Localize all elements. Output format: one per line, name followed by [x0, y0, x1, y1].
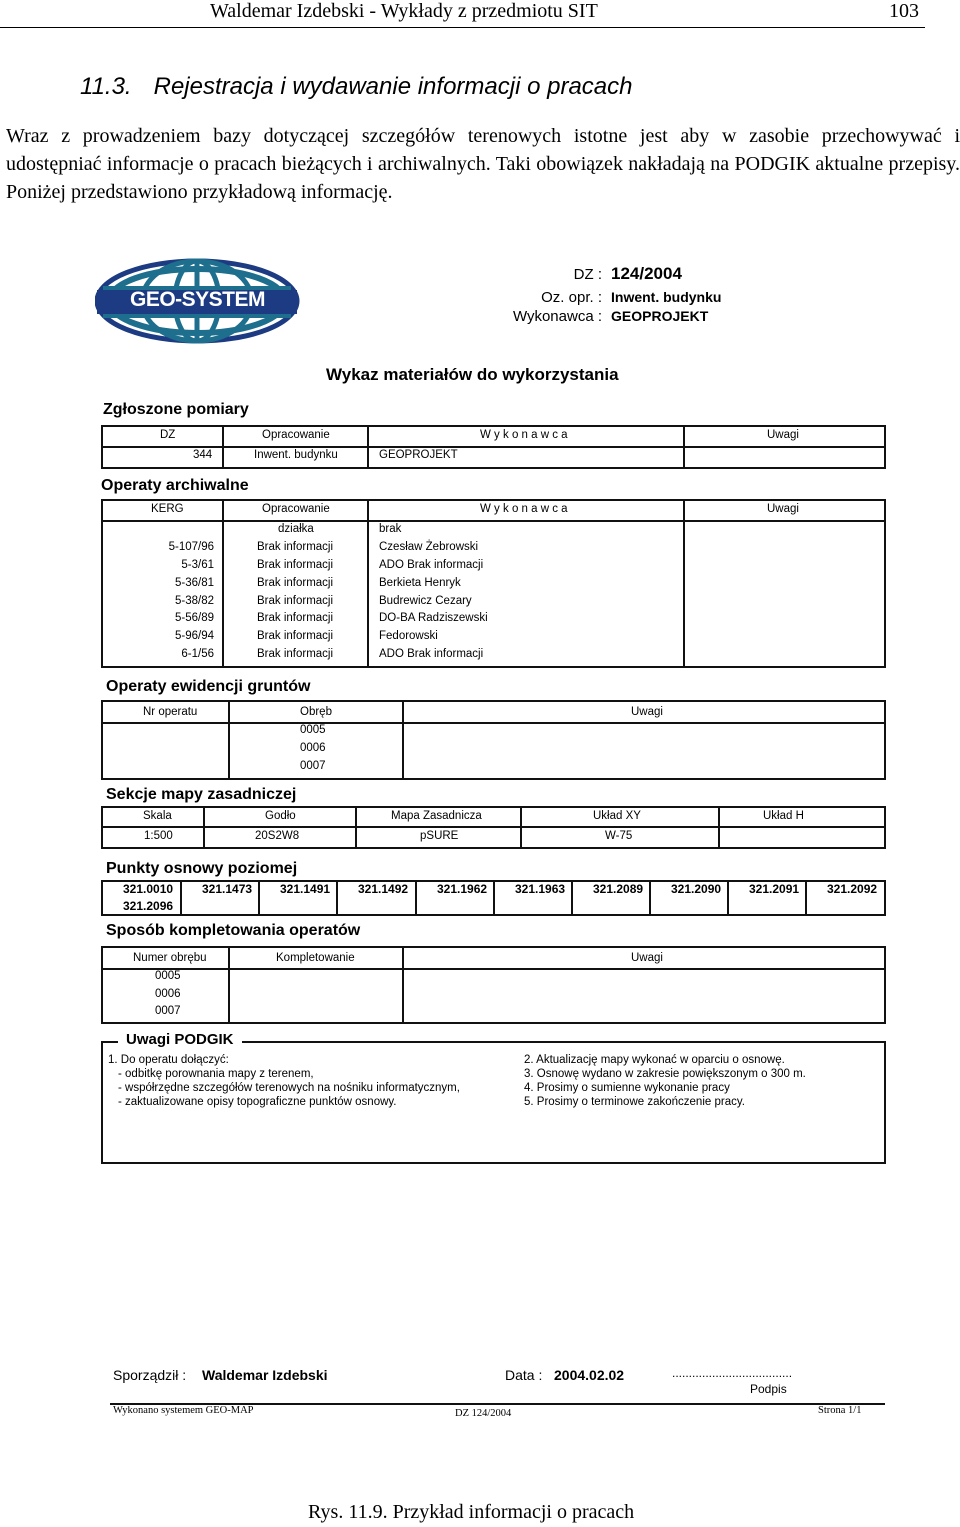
- podpis-label: Podpis: [750, 1382, 787, 1396]
- divider: [402, 700, 404, 780]
- divider: [101, 968, 886, 970]
- table-cell: 5-107/96: [168, 541, 214, 553]
- col-uwagi: Uwagi: [767, 429, 799, 441]
- wykonawca-value: GEOPROJEKT: [611, 308, 709, 324]
- col-uwagi: Uwagi: [767, 503, 799, 515]
- table-cell: DO-BA Radziszewski: [379, 612, 488, 624]
- table-cell: 0007: [155, 1005, 181, 1017]
- table-cell: 6-1/56: [181, 648, 214, 660]
- archiwalne-table: [101, 499, 886, 668]
- table-cell: 0005: [155, 970, 181, 982]
- divider: [101, 446, 886, 448]
- sporzadzil-label: Sporządził :: [113, 1367, 187, 1383]
- table-cell: 0005: [300, 724, 326, 736]
- table-cell: ADO Brak informacji: [379, 559, 484, 571]
- logo-text: GEO-SYSTEM: [129, 288, 266, 311]
- uwagi-line: 5. Prosimy o terminowe zakończenie pracy.: [524, 1096, 745, 1108]
- uwagi-line: 2. Aktualizację mapy wykonać w oparciu o osnowę.: [524, 1054, 785, 1066]
- point-value: 321.1963: [515, 882, 566, 896]
- system-note: Wykonano systemem GEO-MAP: [113, 1405, 254, 1416]
- table-cell: Brak informacji: [257, 612, 334, 624]
- col-mapa: Mapa Zasadnicza: [391, 810, 482, 822]
- sekcje-heading: Sekcje mapy zasadniczej: [106, 786, 297, 803]
- point-value: 321.1492: [358, 882, 409, 896]
- section-heading: [80, 73, 632, 101]
- table-cell: ADO Brak informacji: [379, 648, 484, 660]
- uwagi-heading: Uwagi PODGIK: [118, 1031, 242, 1048]
- running-header: Waldemar Izdebski - Wykłady z przedmiotu SIT: [210, 0, 598, 22]
- divider: [367, 499, 369, 668]
- table-cell: Inwent. budynku: [254, 449, 338, 461]
- header-rule: [0, 27, 925, 28]
- table-cell: 5-38/82: [174, 595, 214, 607]
- divider: [520, 806, 522, 849]
- figure-caption: Rys. 11.9. Przykład informacji o pracach: [308, 1501, 635, 1523]
- table-cell: 344: [193, 449, 213, 461]
- point-value: 321.2096: [123, 899, 174, 913]
- data-label: Data :: [505, 1367, 543, 1383]
- col-uwagi: Uwagi: [631, 952, 663, 964]
- uwagi-line: 3. Osnowę wydano w zakresie powiększonym o 300 m.: [524, 1068, 806, 1080]
- col-uklad-xy: Układ XY: [593, 810, 641, 822]
- uwagi-line: - współrzędne szczegółów terenowych na nośniku informatycznym,: [118, 1082, 460, 1094]
- col-kerg: KERG: [151, 503, 184, 515]
- point-value: 321.1962: [437, 882, 488, 896]
- col-nr-operatu: Nr operatu: [143, 706, 198, 718]
- data-value: 2004.02.02: [554, 1367, 625, 1383]
- table-cell: działka: [278, 523, 314, 535]
- divider: [718, 806, 720, 849]
- intro-paragraph: Wraz z prowadzeniem bazy dotyczącej szczegółów terenowych istotne jest aby w zasobie przechowywać i udostępniać informacje o pracach bieżących i archiwalnych. Taki obowiązek nakładają na PODGIK aktualne przepisy. Poniżej przedstawiono przykładową informację.: [6, 125, 960, 203]
- divider: [355, 806, 357, 849]
- divider: [336, 880, 338, 916]
- col-obreb: Obręb: [300, 706, 332, 718]
- table-cell: Brak informacji: [257, 648, 334, 660]
- table-cell: 0006: [300, 742, 326, 754]
- table-cell: Brak informacji: [257, 577, 334, 589]
- col-opracowanie: Opracowanie: [262, 503, 330, 515]
- punkty-heading: Punkty osnowy poziomej: [106, 860, 298, 877]
- divider: [258, 880, 260, 916]
- table-cell: Brak informacji: [257, 630, 334, 642]
- page-count: Strona 1/1: [818, 1405, 862, 1416]
- ewidencji-heading: Operaty ewidencji gruntów: [106, 678, 311, 695]
- col-uklad-h: Układ H: [763, 810, 804, 822]
- divider: [367, 425, 369, 469]
- divider: [683, 425, 685, 469]
- divider: [727, 880, 729, 916]
- table-cell: Berkieta Henryk: [379, 577, 461, 589]
- wykonawca-label: Wykonawca :: [512, 308, 602, 325]
- table-cell: 5-3/61: [181, 559, 214, 571]
- oz-label: Oz. opr. :: [541, 289, 602, 306]
- divider: [222, 425, 224, 469]
- form-title: Wykaz materiałów do wykorzystania: [326, 365, 619, 384]
- uwagi-line: - zaktualizowane opisy topograficzne punktów osnowy.: [118, 1096, 397, 1108]
- table-cell: 20S2W8: [255, 830, 300, 842]
- point-value: 321.2090: [671, 882, 722, 896]
- divider: [402, 946, 404, 1024]
- point-value: 321.2089: [593, 882, 644, 896]
- divider: [101, 722, 886, 724]
- divider: [228, 946, 230, 1024]
- section-number: 11.3.: [80, 73, 132, 100]
- table-cell: Brak informacji: [257, 541, 334, 553]
- table-cell: 5-56/89: [174, 612, 214, 624]
- table-cell: brak: [379, 523, 402, 535]
- geo-system-logo: [95, 258, 300, 344]
- point-value: 321.2092: [827, 882, 878, 896]
- uwagi-line: 1. Do operatu dołączyć:: [108, 1054, 229, 1066]
- section-title: Rejestracja i wydawanie informacji o pracach: [153, 73, 633, 100]
- uwagi-line: 4. Prosimy o sumienne wykonanie pracy: [524, 1082, 730, 1094]
- point-value: 321.0010: [123, 882, 174, 896]
- table-cell: Brak informacji: [257, 595, 334, 607]
- table-cell: 0007: [300, 760, 326, 772]
- signature-dots: ....................................: [672, 1366, 793, 1380]
- dz-label: DZ :: [573, 266, 602, 283]
- col-dz: DZ: [160, 429, 176, 441]
- table-cell: W-75: [605, 830, 633, 842]
- divider: [228, 700, 230, 780]
- divider: [683, 499, 685, 668]
- table-cell: Brak informacji: [257, 559, 334, 571]
- page-number: 103: [889, 0, 919, 22]
- divider: [203, 806, 205, 849]
- table-cell: Czesław Żebrowski: [379, 541, 479, 553]
- divider: [101, 520, 886, 522]
- col-kompletowanie: Kompletowanie: [276, 952, 355, 964]
- table-cell: 1:500: [144, 830, 173, 842]
- col-godlo: Godło: [265, 810, 296, 822]
- table-cell: Budrewicz Cezary: [379, 595, 472, 607]
- table-cell: 0006: [155, 988, 181, 1000]
- footer-dz: DZ 124/2004: [455, 1408, 512, 1419]
- kompletowanie-heading: Sposób kompletowania operatów: [106, 922, 361, 939]
- divider: [222, 499, 224, 668]
- col-skala: Skala: [143, 810, 172, 822]
- oz-value: Inwent. budynku: [611, 289, 722, 305]
- ewidencji-table: [101, 700, 886, 780]
- col-wykonawca: W y k o n a w c a: [480, 429, 568, 441]
- col-uwagi: Uwagi: [631, 706, 663, 718]
- table-cell: GEOPROJEKT: [379, 449, 458, 461]
- divider: [180, 880, 182, 916]
- dz-value: 124/2004: [611, 264, 682, 283]
- divider: [493, 880, 495, 916]
- table-cell: 5-96/94: [174, 630, 214, 642]
- uwagi-line: - odbitkę porownania mapy z terenem,: [118, 1068, 314, 1080]
- col-opracowanie: Opracowanie: [262, 429, 330, 441]
- table-cell: pSURE: [420, 830, 459, 842]
- point-value: 321.1491: [280, 882, 331, 896]
- point-value: 321.2091: [749, 882, 800, 896]
- sporzadzil-value: Waldemar Izdebski: [202, 1367, 328, 1383]
- divider: [415, 880, 417, 916]
- col-numer-obrebu: Numer obrębu: [133, 952, 207, 964]
- table-cell: 5-36/81: [174, 577, 214, 589]
- divider: [571, 880, 573, 916]
- table-cell: Fedorowski: [379, 630, 438, 642]
- archiwalne-heading: Operaty archiwalne: [101, 477, 249, 494]
- col-wykonawca: W y k o n a w c a: [480, 503, 568, 515]
- divider: [649, 880, 651, 916]
- zgloszone-heading: Zgłoszone pomiary: [103, 401, 249, 418]
- divider: [805, 880, 807, 916]
- point-value: 321.1473: [202, 882, 253, 896]
- kompletowanie-table: [101, 946, 886, 1024]
- divider: [101, 826, 886, 828]
